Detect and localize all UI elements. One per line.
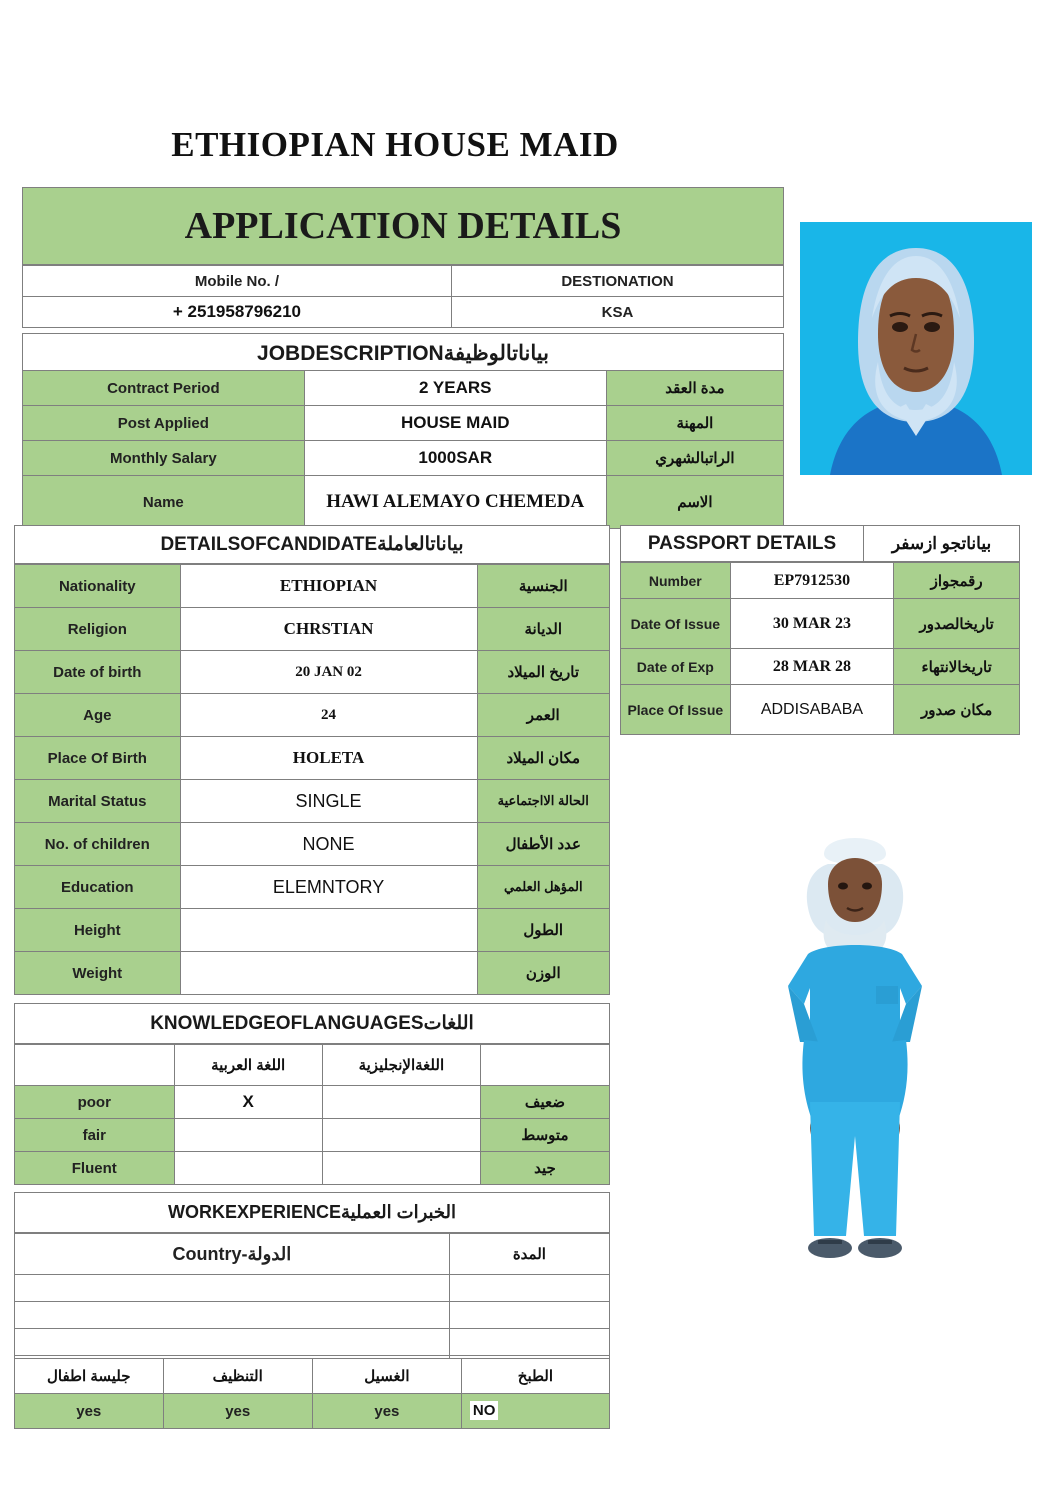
candidate-section bbox=[14, 525, 610, 995]
table-row bbox=[15, 694, 610, 737]
languages-section-title: KNOWLEDGEOFLANGUAGESاللغات bbox=[15, 1004, 610, 1044]
job-arabic-3: الاسم bbox=[606, 476, 783, 529]
lang-arabic-2: جيد bbox=[480, 1152, 609, 1185]
passport-arabic-1: تاريخالصدور bbox=[894, 599, 1020, 649]
job-value-2: 1000SAR bbox=[304, 441, 606, 476]
lang-corner-cell-right bbox=[480, 1045, 609, 1086]
skill-value-3-text: NO bbox=[470, 1401, 499, 1420]
passport-label-0: Number bbox=[621, 563, 731, 599]
passport-section-title-ar: بياناتجو ازسفر bbox=[864, 526, 1020, 562]
table-row bbox=[15, 565, 610, 608]
destination-label: DESTIONATION bbox=[451, 266, 783, 297]
passport-value-3: ADDISABABA bbox=[730, 685, 894, 735]
job-arabic-0: مدة العقد bbox=[606, 371, 783, 406]
passport-section bbox=[620, 525, 1020, 735]
candidate-arabic-1: الديانة bbox=[477, 608, 609, 651]
application-details-header bbox=[22, 187, 784, 265]
candidate-value-1: CHRSTIAN bbox=[180, 608, 477, 651]
candidate-section-title: DETAILSOFCANDIDATEبياناتالعاملة bbox=[15, 526, 610, 564]
lang-label-0: poor bbox=[15, 1086, 175, 1119]
table-row bbox=[15, 1086, 610, 1119]
candidate-fullbody-photo bbox=[700, 836, 1010, 1292]
table-row bbox=[23, 371, 784, 406]
table-row bbox=[15, 737, 610, 780]
lang-label-1: fair bbox=[15, 1119, 175, 1152]
candidate-headshot-photo bbox=[800, 222, 1032, 475]
table-row bbox=[621, 599, 1020, 649]
job-arabic-1: المهنة bbox=[606, 406, 783, 441]
work-col-country: Country-الدولة bbox=[15, 1234, 450, 1275]
candidate-value-8 bbox=[180, 909, 477, 952]
passport-label-1: Date Of Issue bbox=[621, 599, 731, 649]
table-row bbox=[15, 651, 610, 694]
table-row bbox=[15, 1234, 610, 1275]
lang-arabic-0: ضعيف bbox=[480, 1086, 609, 1119]
table-row bbox=[23, 406, 784, 441]
passport-table bbox=[620, 562, 1020, 735]
skill-value-2: yes bbox=[312, 1394, 461, 1429]
lang-arabic-mark-1 bbox=[174, 1119, 322, 1152]
skill-value-0: yes bbox=[15, 1394, 164, 1429]
languages-section bbox=[14, 1003, 610, 1185]
lang-corner-cell bbox=[15, 1045, 175, 1086]
candidate-value-4: HOLETA bbox=[180, 737, 477, 780]
job-arabic-2: الراتبالشهري bbox=[606, 441, 783, 476]
application-details-title: APPLICATION DETAILS bbox=[23, 188, 784, 265]
candidate-value-7: ELEMNTORY bbox=[180, 866, 477, 909]
job-value-0: 2 YEARS bbox=[304, 371, 606, 406]
job-description-table bbox=[22, 370, 784, 529]
skill-header-3: الطبخ bbox=[461, 1359, 609, 1394]
skill-header-0: جليسة اطفال bbox=[15, 1359, 164, 1394]
fullbody-illustration bbox=[700, 836, 1010, 1292]
table-row bbox=[621, 649, 1020, 685]
work-country-0 bbox=[15, 1275, 450, 1302]
passport-arabic-0: رقمجواز bbox=[894, 563, 1020, 599]
table-row bbox=[23, 476, 784, 529]
candidate-arabic-6: عدد الأطفال bbox=[477, 823, 609, 866]
skills-table bbox=[14, 1358, 610, 1429]
work-country-2 bbox=[15, 1329, 450, 1356]
table-row bbox=[15, 1329, 610, 1356]
table-row bbox=[621, 685, 1020, 735]
table-row bbox=[15, 1275, 610, 1302]
skill-value-1: yes bbox=[163, 1394, 312, 1429]
job-label-2: Monthly Salary bbox=[23, 441, 305, 476]
lang-english-mark-2 bbox=[322, 1152, 480, 1185]
passport-value-2: 28 MAR 28 bbox=[730, 649, 894, 685]
table-row bbox=[621, 563, 1020, 599]
skill-header-1: التنظيف bbox=[163, 1359, 312, 1394]
candidate-arabic-9: الوزن bbox=[477, 952, 609, 995]
table-row bbox=[15, 1045, 610, 1086]
table-row bbox=[23, 441, 784, 476]
languages-heading-table bbox=[14, 1003, 610, 1044]
skill-value-3 bbox=[461, 1394, 609, 1429]
candidate-value-0: ETHIOPIAN bbox=[180, 565, 477, 608]
mobile-value: + 251958796210 bbox=[23, 297, 452, 328]
candidate-table bbox=[14, 564, 610, 995]
table-row bbox=[15, 1119, 610, 1152]
job-label-1: Post Applied bbox=[23, 406, 305, 441]
headshot-illustration bbox=[800, 222, 1032, 475]
candidate-label-3: Age bbox=[15, 694, 181, 737]
passport-section-title-en: PASSPORT DETAILS bbox=[621, 526, 864, 562]
passport-arabic-2: تاريخالانتهاء bbox=[894, 649, 1020, 685]
lang-label-2: Fluent bbox=[15, 1152, 175, 1185]
languages-table bbox=[14, 1044, 610, 1185]
candidate-value-3: 24 bbox=[180, 694, 477, 737]
lang-arabic-mark-0: X bbox=[174, 1086, 322, 1119]
page-title: ETHIOPIAN HOUSE MAID bbox=[171, 125, 619, 164]
contact-table bbox=[22, 265, 784, 328]
candidate-label-6: No. of children bbox=[15, 823, 181, 866]
candidate-label-1: Religion bbox=[15, 608, 181, 651]
table-row bbox=[15, 1394, 610, 1429]
job-description-heading bbox=[22, 333, 784, 373]
lang-arabic-1: متوسط bbox=[480, 1119, 609, 1152]
work-experience-section bbox=[14, 1192, 610, 1383]
lang-col-arabic: اللغة العربية bbox=[174, 1045, 322, 1086]
destination-value: KSA bbox=[451, 297, 783, 328]
candidate-arabic-7: المؤهل العلمي bbox=[477, 866, 609, 909]
table-row bbox=[15, 1302, 610, 1329]
mobile-label: Mobile No. / bbox=[23, 266, 452, 297]
table-row bbox=[15, 1359, 610, 1394]
candidate-arabic-3: العمر bbox=[477, 694, 609, 737]
work-section-title: WORKEXPERIENCEالخبرات العملية bbox=[15, 1193, 610, 1233]
passport-heading-table bbox=[620, 525, 1020, 562]
candidate-value-5: SINGLE bbox=[180, 780, 477, 823]
table-row bbox=[15, 909, 610, 952]
passport-value-0: EP7912530 bbox=[730, 563, 894, 599]
candidate-label-8: Height bbox=[15, 909, 181, 952]
lang-english-mark-1 bbox=[322, 1119, 480, 1152]
candidate-label-0: Nationality bbox=[15, 565, 181, 608]
candidate-arabic-2: تاريخ الميلاد bbox=[477, 651, 609, 694]
table-row bbox=[15, 866, 610, 909]
lang-col-english: اللغةالإنجليزية bbox=[322, 1045, 480, 1086]
candidate-arabic-8: الطول bbox=[477, 909, 609, 952]
work-duration-2 bbox=[449, 1329, 609, 1356]
passport-arabic-3: مكان صدور bbox=[894, 685, 1020, 735]
lang-english-mark-0 bbox=[322, 1086, 480, 1119]
candidate-heading-table bbox=[14, 525, 610, 564]
job-value-3: HAWI ALEMAYO CHEMEDA bbox=[304, 476, 606, 529]
work-heading-table bbox=[14, 1192, 610, 1233]
candidate-label-9: Weight bbox=[15, 952, 181, 995]
candidate-arabic-4: مكان الميلاد bbox=[477, 737, 609, 780]
job-label-3: Name bbox=[23, 476, 305, 529]
skill-header-2: الغسيل bbox=[312, 1359, 461, 1394]
work-col-duration: المدة bbox=[449, 1234, 609, 1275]
candidate-arabic-0: الجنسية bbox=[477, 565, 609, 608]
work-duration-1 bbox=[449, 1302, 609, 1329]
candidate-label-2: Date of birth bbox=[15, 651, 181, 694]
table-row bbox=[15, 608, 610, 651]
job-description-title: JOBDESCRIPTIONبياناتالوظيفة bbox=[23, 334, 784, 373]
table-row bbox=[15, 952, 610, 995]
candidate-value-2: 20 JAN 02 bbox=[180, 651, 477, 694]
candidate-arabic-5: الحالة الااجتماعية bbox=[477, 780, 609, 823]
work-country-1 bbox=[15, 1302, 450, 1329]
table-row bbox=[15, 1152, 610, 1185]
candidate-label-5: Marital Status bbox=[15, 780, 181, 823]
candidate-label-4: Place Of Birth bbox=[15, 737, 181, 780]
table-row bbox=[15, 780, 610, 823]
candidate-value-9 bbox=[180, 952, 477, 995]
work-duration-0 bbox=[449, 1275, 609, 1302]
candidate-value-6: NONE bbox=[180, 823, 477, 866]
candidate-label-7: Education bbox=[15, 866, 181, 909]
passport-label-3: Place Of Issue bbox=[621, 685, 731, 735]
passport-value-1: 30 MAR 23 bbox=[730, 599, 894, 649]
lang-arabic-mark-2 bbox=[174, 1152, 322, 1185]
table-row bbox=[15, 823, 610, 866]
job-label-0: Contract Period bbox=[23, 371, 305, 406]
passport-label-2: Date of Exp bbox=[621, 649, 731, 685]
job-value-1: HOUSE MAID bbox=[304, 406, 606, 441]
